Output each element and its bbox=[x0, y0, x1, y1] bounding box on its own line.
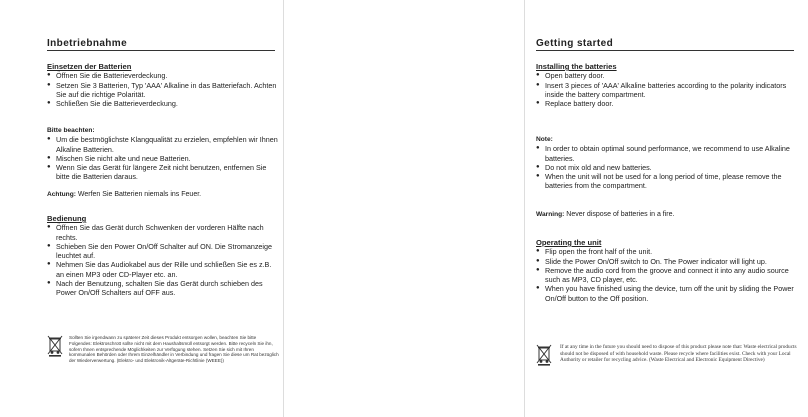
list-item: ● When the unit will not be used for a long period of time, please remove the batteries from the compartment. bbox=[536, 172, 796, 191]
english-weee-text: If at any time in the future you should need to dispose of this product please note that: Waste electrical products should not be disposed of with household waste. Please recycle where facilities exist. Check with your Local Authority or retailer for recycling advice. (Waste Electrical and Electronic Equipment Directive) bbox=[560, 344, 797, 364]
list-item: ● Setzen Sie 3 Batterien, Typ 'AAA' Alkaline in das Batteriefach. Achten Sie auf die richtige Polarität. bbox=[47, 81, 279, 100]
german-operation-list bbox=[47, 223, 279, 297]
german-page bbox=[0, 0, 283, 417]
list-item: ● Um die bestmöglichste Klangqualität zu erzielen, empfehlen wir Ihnen Alkaline Batterien. bbox=[47, 135, 279, 154]
list-item: ● Insert 3 pieces of 'AAA' Alkaline batteries according to the polarity indicators inside the battery compartment. bbox=[536, 81, 796, 100]
list-item: ● Schließen Sie die Batterieverdeckung. bbox=[47, 99, 279, 108]
german-warning-label: Achtung: bbox=[47, 191, 76, 198]
german-batteries-section bbox=[47, 62, 279, 108]
german-title-rule bbox=[47, 50, 275, 51]
list-item: ● Slide the Power On/Off switch to On. The Power indicator will light up. bbox=[536, 257, 796, 266]
list-item: ● In order to obtain optimal sound performance, we recommend to use Alkaline batteries. bbox=[536, 144, 796, 163]
list-item: ● Öffnen Sie die Batterieverdeckung. bbox=[47, 71, 279, 80]
weee-bin-icon bbox=[536, 344, 554, 366]
german-weee-text: Sollten Sie irgendwann zu späterer Zeit dieses Produkt entsorgen wollen, beachten Sie bitte Folgendes: Elektroschrott sollte nicht mit dem Haushaltsmüll entsorgt werden. Bitte recyceln Sie ihn, sofern Ihnen entsprechende Möglichkeiten zur Verfügung stehen. Setzen Sie sich mit Ihren kommunalen Behörden oder Ihrem Einzelhändler in Verbindung und fragen Sie diese um Rat bezüglich der Wiederverwertung. (Elektro- und Elektronik-Altgeräte-Richtlinie (WEEE)) bbox=[69, 335, 279, 364]
german-weee-notice bbox=[47, 335, 279, 364]
english-page bbox=[525, 0, 808, 417]
english-operation-heading: Operating the unit bbox=[536, 238, 602, 247]
german-operation-section bbox=[47, 214, 279, 298]
list-item: ● Replace battery door. bbox=[536, 99, 796, 108]
english-weee-notice bbox=[536, 344, 798, 366]
list-item: ● Do not mix old and new batteries. bbox=[536, 163, 796, 172]
list-item: ● Nach der Benutzung, schalten Sie das Gerät durch schieben des Power On/Off Schalters auf OFF aus. bbox=[47, 279, 279, 298]
english-warning-text: Never dispose of batteries in a fire. bbox=[566, 211, 675, 218]
german-batteries-list bbox=[47, 71, 279, 108]
english-operation-list bbox=[536, 247, 796, 303]
english-warning bbox=[536, 210, 796, 219]
english-title-rule bbox=[536, 50, 794, 51]
german-note-list bbox=[47, 135, 279, 181]
list-item: ● Flip open the front half of the unit. bbox=[536, 247, 796, 256]
german-title: Inbetriebnahme bbox=[47, 38, 128, 49]
german-note-label: Bitte beachten: bbox=[47, 127, 95, 134]
list-item: ● Wenn Sie das Gerät für längere Zeit nicht benutzen, entfernen Sie bitte die Batterien daraus. bbox=[47, 163, 279, 182]
english-note-list bbox=[536, 144, 796, 190]
center-fold-panel bbox=[283, 0, 525, 417]
english-title: Getting started bbox=[536, 38, 614, 49]
list-item: ● Nehmen Sie das Audiokabel aus der Rille und schließen Sie es z.B. an einen MP3 oder CD-Player etc. an. bbox=[47, 260, 279, 279]
english-note-label: Note: bbox=[536, 136, 553, 143]
english-operation-section bbox=[536, 238, 796, 303]
english-batteries-heading: Installing the batteries bbox=[536, 62, 617, 71]
german-warning bbox=[47, 190, 279, 199]
english-batteries-list bbox=[536, 71, 796, 108]
list-item: ● When you have finished using the device, turn off the unit by sliding the Power On/Off button to the Off position. bbox=[536, 284, 796, 303]
list-item: ● Open battery door. bbox=[536, 71, 796, 80]
list-item: ● Mischen Sie nicht alte und neue Batterien. bbox=[47, 154, 279, 163]
german-warning-text: Werfen Sie Batterien niemals ins Feuer. bbox=[77, 191, 202, 198]
list-item: ● Öffnen Sie das Gerät durch Schwenken der vorderen Hälfte nach rechts. bbox=[47, 223, 279, 242]
english-note-section bbox=[536, 135, 796, 191]
list-item: ● Schieben Sie den Power On/Off Schalter auf ON. Die Stromanzeige leuchtet auf. bbox=[47, 242, 279, 261]
english-batteries-section bbox=[536, 62, 796, 108]
english-warning-label: Warning: bbox=[536, 211, 565, 218]
german-batteries-heading: Einsetzen der Batterien bbox=[47, 62, 132, 71]
german-operation-heading: Bedienung bbox=[47, 214, 87, 223]
list-item: ● Remove the audio cord from the groove and connect it into any audio source such as MP3, CD player, etc. bbox=[536, 266, 796, 285]
weee-bin-icon bbox=[47, 335, 65, 357]
german-note-section bbox=[47, 126, 279, 182]
